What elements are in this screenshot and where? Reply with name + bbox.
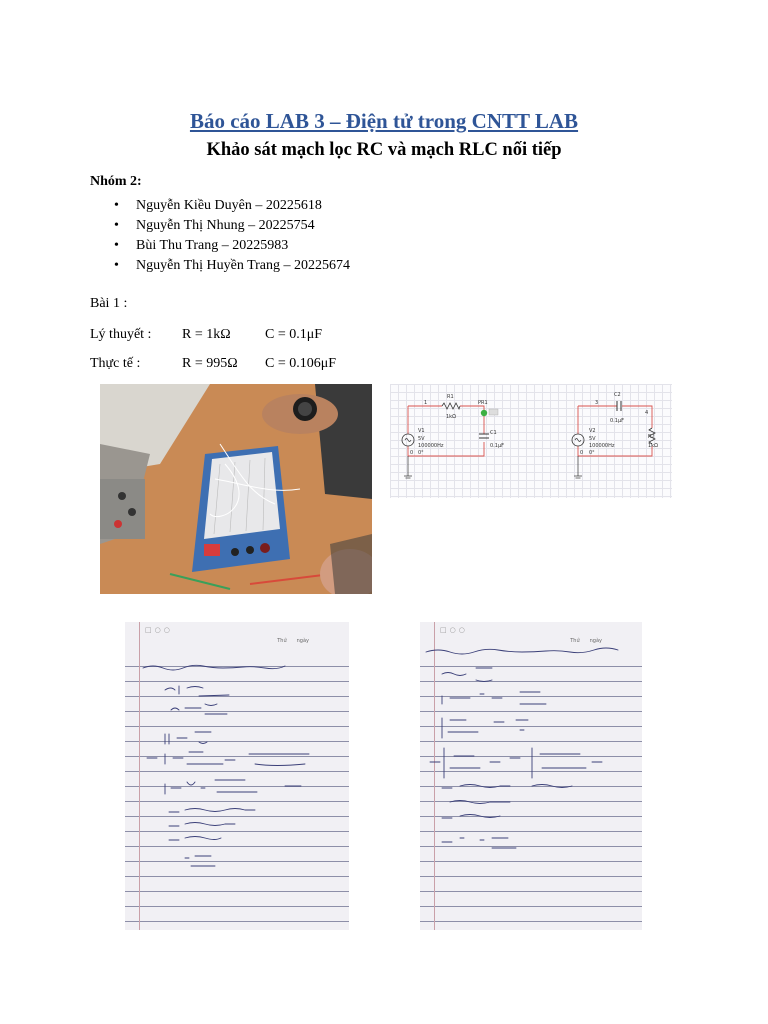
member-item: • Bùi Thu Trang – 20225983	[90, 236, 350, 256]
group-label: Nhóm 2:	[90, 174, 142, 189]
v1-phase: 0°	[418, 450, 424, 456]
notebook-icons: □○○	[145, 626, 173, 634]
cr-circuit	[572, 392, 658, 478]
v2-amp: 5V	[589, 436, 596, 442]
v1-name: V1	[418, 428, 425, 434]
member-item: • Nguyễn Thị Huyền Trang – 20225674	[90, 256, 350, 276]
breadboard-photo	[100, 384, 372, 594]
v1-amp: 5V	[418, 436, 425, 442]
notebook-header: Thứ ngày	[277, 638, 309, 644]
c1-value: 0.1μF	[490, 443, 505, 449]
handwriting-scribbles	[125, 622, 349, 930]
c2-value: 0.1μF	[610, 418, 625, 424]
report-subtitle: Khảo sát mạch lọc RC và mạch RLC nối tiếp	[206, 140, 562, 160]
r2-name: R2	[648, 434, 655, 440]
node3-label: 3	[595, 400, 599, 406]
report-title: Báo cáo LAB 3 – Điện tử trong CNTT LAB	[189, 109, 579, 133]
handwriting-scribbles	[420, 622, 642, 930]
r1-name: R1	[447, 394, 454, 400]
actual-capacitance: C = 0.106μF	[265, 356, 337, 371]
handwritten-note-lowpass	[125, 622, 349, 930]
actual-resistance: R = 995Ω	[182, 356, 238, 371]
probe-icon	[481, 410, 487, 416]
notebook-header: Thứ ngày	[570, 638, 602, 644]
circuit-schematics	[390, 384, 672, 498]
v2-freq: 100000Hz	[589, 443, 615, 449]
theory-label: Lý thuyết :	[90, 327, 152, 342]
probe-label: PR1	[478, 400, 488, 406]
theory-resistance: R = 1kΩ	[182, 327, 231, 342]
v2-phase: 0°	[589, 450, 595, 456]
r2-value: 1kΩ	[648, 443, 658, 449]
rc-circuit	[402, 394, 504, 478]
notebook-icons: □○○	[440, 626, 468, 634]
node4-label: 4	[645, 410, 649, 416]
exercise-label: Bài 1 :	[90, 296, 128, 311]
resistor-icon	[442, 403, 460, 409]
v1-freq: 100000Hz	[418, 443, 444, 449]
c2-name: C2	[614, 392, 621, 398]
r1-value: 1kΩ	[446, 414, 456, 420]
actual-label: Thực tế :	[90, 356, 141, 371]
theory-capacitance: C = 0.1μF	[265, 327, 323, 342]
node1-label: 1	[424, 400, 428, 406]
handwritten-note-highpass	[420, 622, 642, 930]
member-item: • Nguyễn Thị Nhung – 20225754	[90, 216, 350, 236]
node0-label: 0	[410, 450, 414, 456]
node0-label: 0	[580, 450, 584, 456]
c1-name: C1	[490, 430, 497, 436]
member-list	[90, 196, 350, 276]
member-item: • Nguyễn Kiều Duyên – 20225618	[90, 196, 350, 216]
v2-name: V2	[589, 428, 596, 434]
